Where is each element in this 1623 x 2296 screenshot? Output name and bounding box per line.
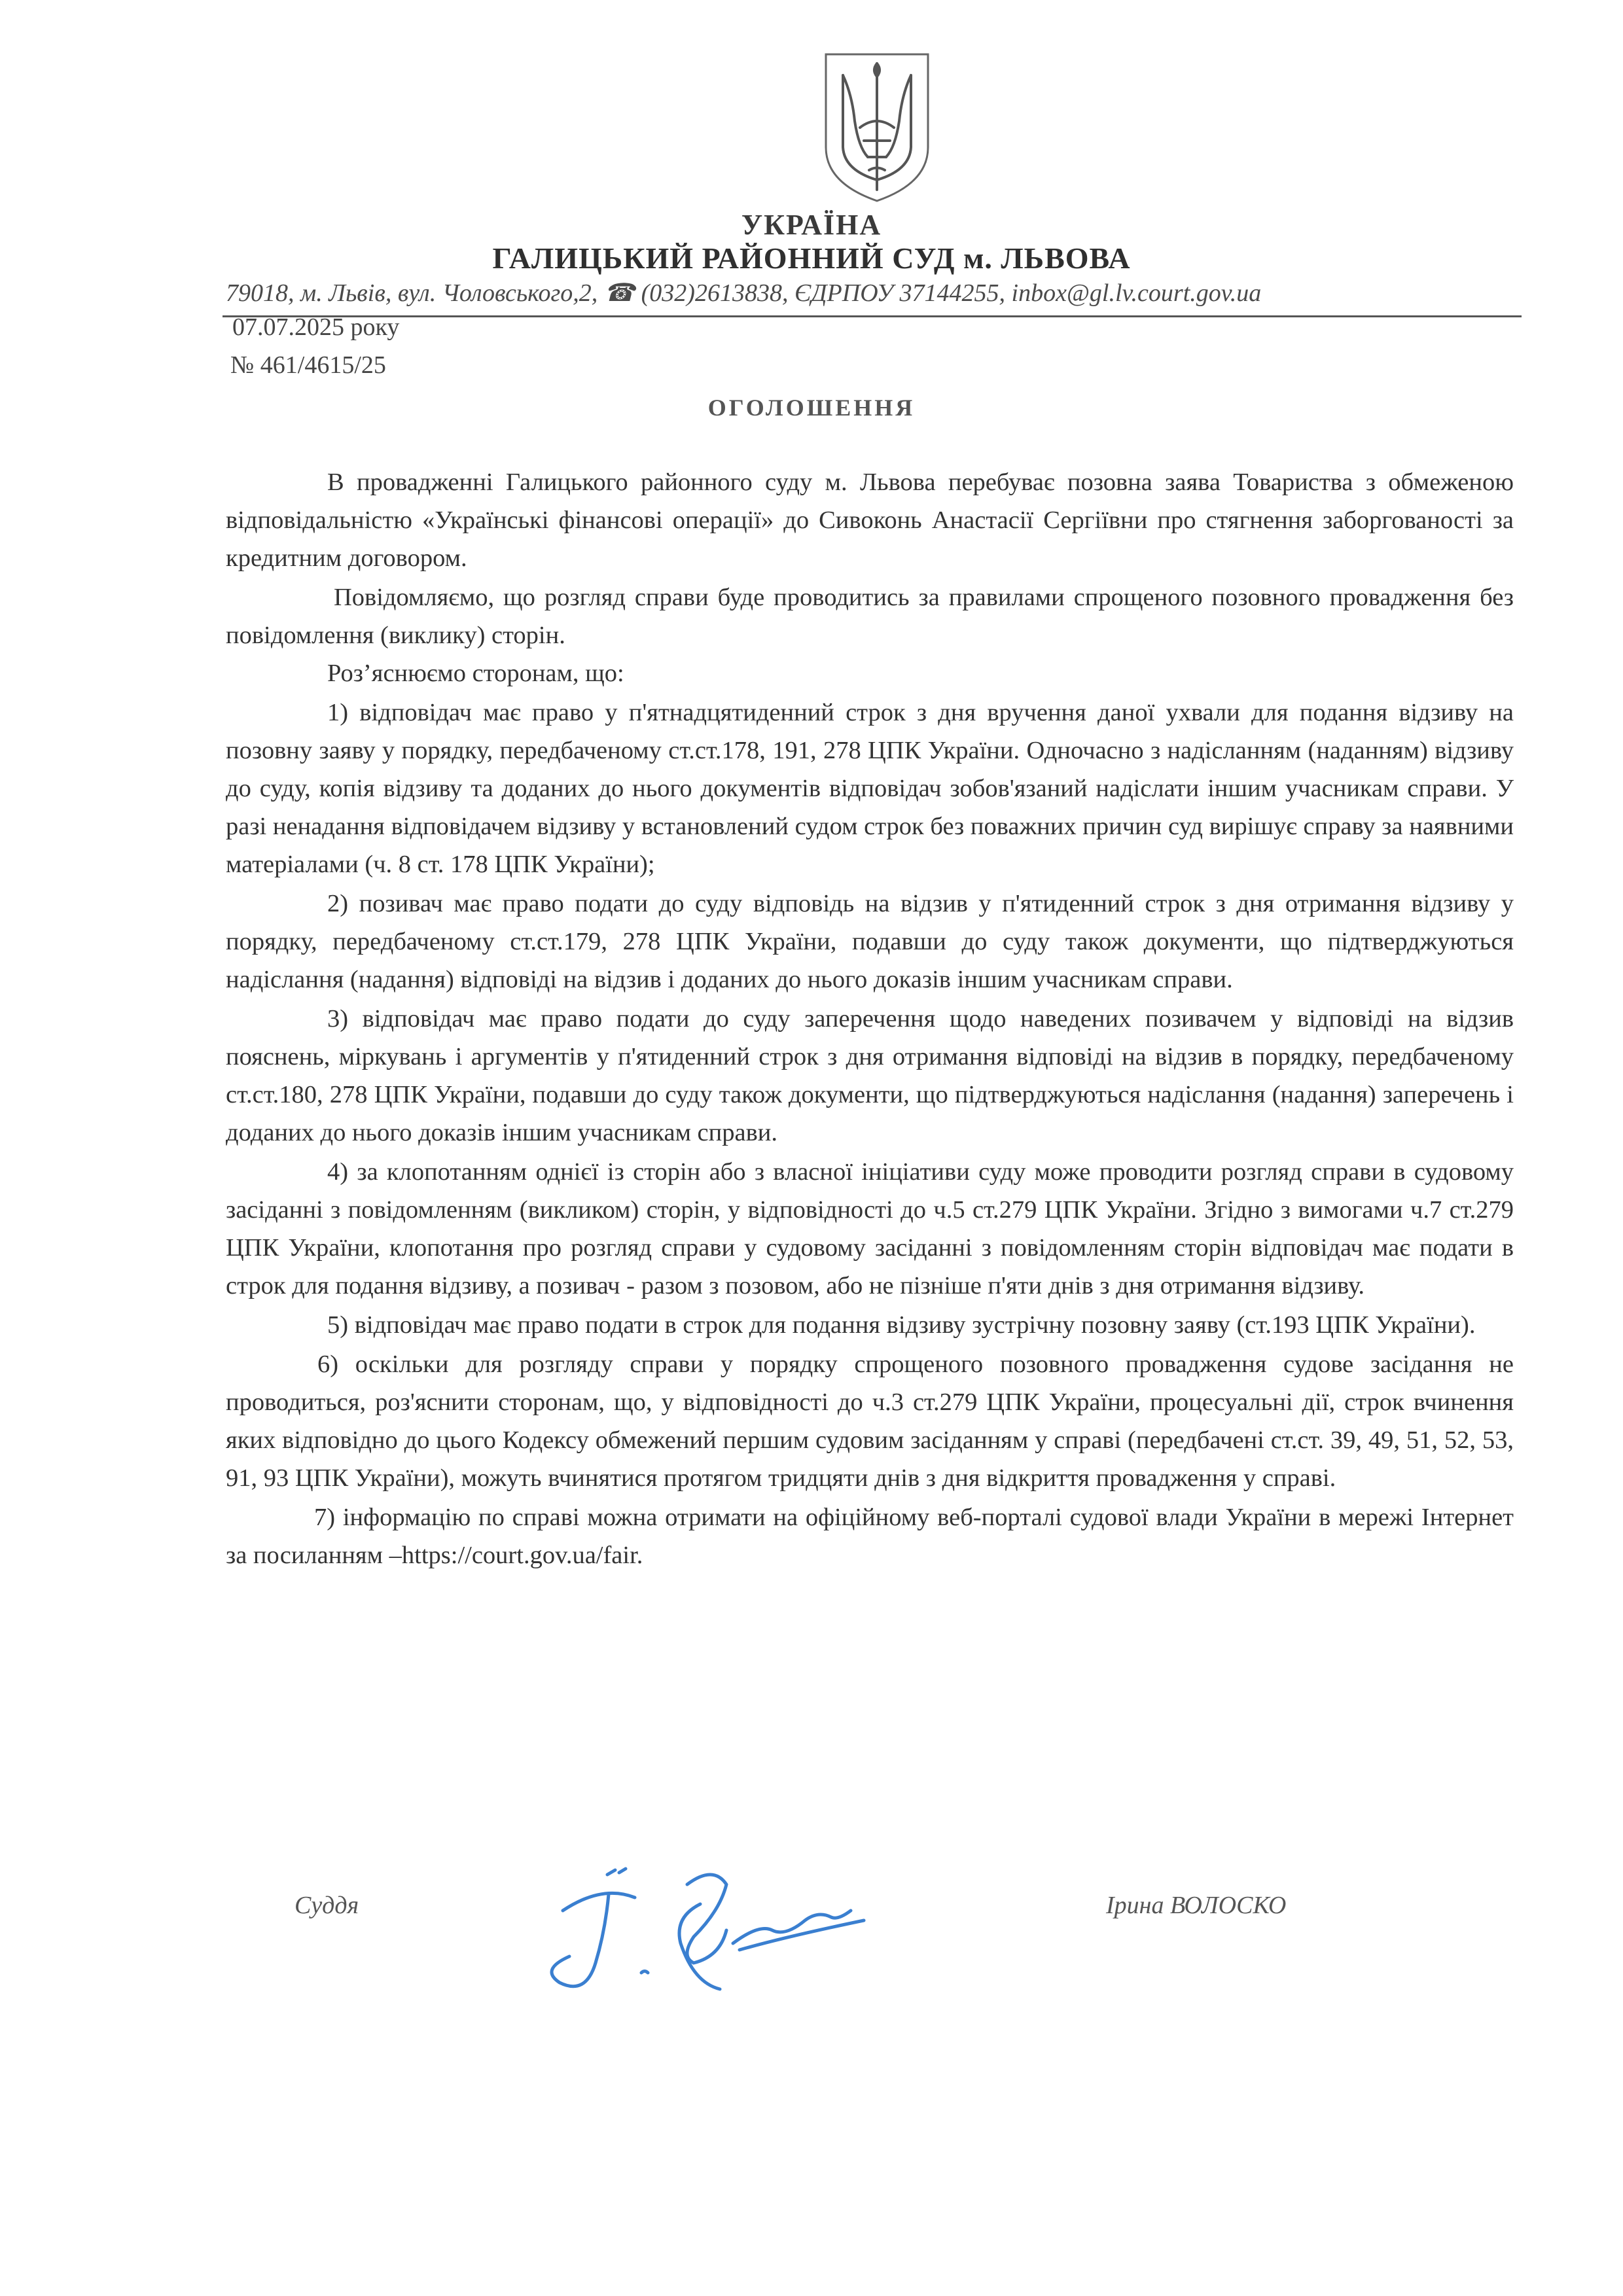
list-item: 3) відповідач має право подати до суду заперечення щодо наведених позивачем у відповіді на відзив пояснень, міркувань і аргументів у п'ятиденний строк з дня отримання відповіді на відзив в порядку, передбаченому ст.ст.180, 278 ЦПК України, подавши до суду також документи, що підтверджуються надіслання (надання) заперечень і доданих до нього доказів іншим учасникам справи. (226, 1005, 1514, 1146)
list-item: 4) за клопотанням однієї із сторін або з власної ініціативи суду може проводити розгляд справи в судовому засіданні з повідомленням (викликом) сторін, у відповідності до ч.5 ст.279 ЦПК України. Згідно з вимогами ч.7 ст.279 ЦПК України, клопотання про розгляд справи у судовому засіданні з повідомленням сторін відповідач має подати в строк для подання відзиву, а позивач - разом з позовом, або не пізніше п'яти днів з дня отримання відзиву. (226, 1158, 1514, 1299)
country-heading: УКРАЇНА (741, 209, 882, 241)
header-divider (223, 315, 1522, 317)
judge-name: Ірина ВОЛОСКО (1106, 1892, 1287, 1919)
handwritten-signature (524, 1858, 890, 2002)
document-date: 07.07.2025 року (232, 313, 400, 341)
paragraph-procedure: Повідомляємо, що розгляд справи буде проводитись за правилами спрощеного позовного провадження без повідомлення (виклику) сторін. (226, 584, 1514, 649)
document-title: ОГОЛОШЕННЯ (707, 395, 916, 421)
document-body (226, 463, 1514, 1574)
judge-label: Суддя (294, 1892, 359, 1919)
list-item: 5) відповідач має право подати в строк для подання відзиву зустрічну позовну заяву (ст.193 ЦПК України). (327, 1311, 1476, 1339)
court-address: 79018, м. Львів, вул. Чоловського,2, ☎ (032)2613838, ЄДРПОУ 37144255, inbox@gl.lv.court.gov.ua (226, 279, 1262, 307)
list-item: 7) інформацію по справі можна отримати на офіційному веб-порталі судової влади України в мережі Інтернет за посиланням –https://court.gov.ua/fair. (226, 1504, 1514, 1569)
list-item: 2) позивач має право подати до суду відповідь на відзив у п'ятиденний строк з дня отримання відзиву у порядку, передбаченому ст.ст.179, 278 ЦПК України, подавши до суду також документи, що підтверджуються надіслання (надання) відповіді на відзив і доданих до нього доказів іншим учасникам справи. (226, 890, 1514, 993)
paragraph-intro: В провадженні Галицького районного суду м. Львова перебуває позовна заява Товариства з обмеженою відповідальністю «Українські фінансові операції» до Сивоконь Анастасії Сергіївни про стягнення заборгованості за кредитним договором. (226, 468, 1514, 572)
document-number: № 461/4615/25 (230, 351, 386, 379)
list-item: 1) відповідач має право у п'ятнадцятиденний строк з дня вручення даної ухвали для подання відзиву на позовну заяву у порядку, передбаченому ст.ст.178, 191, 278 ЦПК України. Одночасно з надісланням (наданням) відзиву до суду, копія відзиву та доданих до нього документів відповідач зобов'язаний надіслати іншим учасникам справи. У разі ненадання відповідачем відзиву у встановлений судом строк без поважних причин суд вирішує справу за наявними матеріалами (ч. 8 ст. 178 ЦПК України); (226, 699, 1514, 878)
coat-of-arms-icon (818, 49, 936, 206)
paragraph-explanation: Роз’яснюємо сторонам, що: (327, 660, 624, 687)
court-name-heading: ГАЛИЦЬКИЙ РАЙОННИЙ СУД м. ЛЬВОВА (492, 241, 1131, 275)
list-item: 6) оскільки для розгляду справи у порядку спрощеного позовного провадження судове засідання не проводиться, роз'яснити сторонам, що, у відповідності до ч.3 ст.279 ЦПК України, процесуальні дії, строк вчинення яких відповідно до цього Кодексу обмежений першим судовим засіданням у справі (передбачені ст.ст. 39, 49, 51, 52, 53, 91, 93 ЦПК України), можуть вчинятися протягом тридцяти днів з дня відкриття провадження у справі. (226, 1351, 1514, 1492)
